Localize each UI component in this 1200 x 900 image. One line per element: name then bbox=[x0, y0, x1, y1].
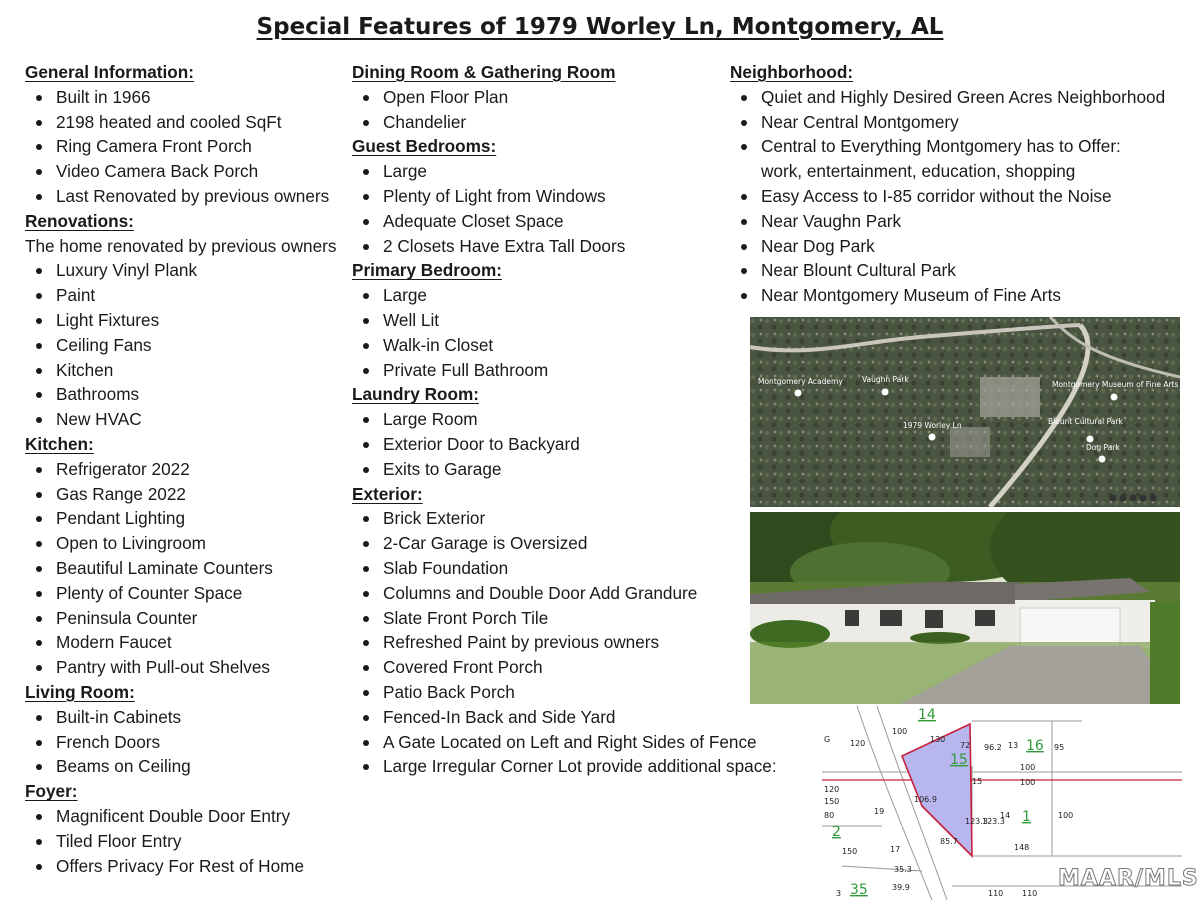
plat-label-106-9: 106.9 bbox=[914, 795, 937, 804]
features-column-1 bbox=[25, 60, 355, 878]
feature-bullet: Exits to Garage bbox=[352, 457, 802, 482]
feature-bullet: Central to Everything Montgomery has to Offer: bbox=[730, 134, 1190, 159]
section-heading: Laundry Room: bbox=[352, 384, 479, 405]
feature-bullet: Ceiling Fans bbox=[25, 333, 355, 358]
house-photo bbox=[750, 512, 1180, 704]
section-heading: Primary Bedroom: bbox=[352, 260, 502, 281]
feature-bullet: A Gate Located on Left and Right Sides of Fence bbox=[352, 730, 802, 755]
plat-label-15-small: 15 bbox=[972, 777, 983, 786]
feature-bullet: Patio Back Porch bbox=[352, 680, 802, 705]
plat-label-17: 17 bbox=[890, 845, 901, 854]
feature-bullet: Luxury Vinyl Plank bbox=[25, 258, 355, 283]
plat-label-120d: 100 bbox=[1058, 811, 1074, 820]
feature-bullet: Beautiful Laminate Counters bbox=[25, 556, 355, 581]
plat-label-39-9: 39.9 bbox=[892, 883, 910, 892]
plat-lot-14: 14 bbox=[918, 707, 936, 723]
page-title: Special Features of 1979 Worley Ln, Montgomery, AL bbox=[256, 14, 944, 40]
feature-bullet: Built-in Cabinets bbox=[25, 705, 355, 730]
feature-bullet: Kitchen bbox=[25, 358, 355, 383]
plat-label-35-3: 35.3 bbox=[894, 865, 912, 874]
feature-bullet: 2 Closets Have Extra Tall Doors bbox=[352, 234, 802, 259]
feature-bullet: Near Montgomery Museum of Fine Arts bbox=[730, 283, 1190, 308]
section-heading: Neighborhood: bbox=[730, 62, 854, 82]
plat-label-13: 13 bbox=[1008, 741, 1019, 750]
feature-bullet: Slab Foundation bbox=[352, 556, 802, 581]
section-heading: Dining Room & Gathering Room bbox=[352, 62, 616, 82]
plat-label-130: 130 bbox=[930, 735, 946, 744]
map-label-museum: Montgomery Museum of Fine Arts bbox=[1052, 380, 1179, 389]
feature-bullet: Refrigerator 2022 bbox=[25, 457, 355, 482]
feature-bullet: Chandelier bbox=[352, 110, 802, 135]
plat-label-50: 80 bbox=[824, 811, 835, 820]
plat-label-3: 3 bbox=[836, 889, 842, 898]
plat-lot-16: 16 bbox=[1026, 738, 1044, 754]
section-heading: Guest Bedrooms: bbox=[352, 136, 497, 157]
section-heading: General Information: bbox=[25, 62, 195, 82]
feature-bullet: Plenty of Light from Windows bbox=[352, 184, 802, 209]
plat-lot-1: 1 bbox=[1022, 809, 1031, 825]
plat-label-19: 110 bbox=[988, 889, 1004, 898]
plat-lot-35: 35 bbox=[850, 882, 868, 898]
feature-bullet: Large bbox=[352, 159, 802, 184]
section-heading: Kitchen: bbox=[25, 433, 94, 454]
feature-bullet: Near Dog Park bbox=[730, 234, 1190, 259]
feature-bullet: Peninsula Counter bbox=[25, 606, 355, 631]
section-heading: Renovations: bbox=[25, 210, 134, 231]
feature-bullet: Offers Privacy For Rest of Home bbox=[25, 854, 355, 879]
plat-label-150b: 150 bbox=[842, 847, 858, 856]
plat-label-148: 148 bbox=[1014, 843, 1030, 852]
section-heading: Living Room: bbox=[25, 681, 135, 702]
plat-label-14-small: 14 bbox=[1000, 811, 1011, 820]
feature-bullet: Brick Exterior bbox=[352, 506, 802, 531]
feature-bullet: Pantry with Pull-out Shelves bbox=[25, 655, 355, 680]
plat-label-120c: 100 bbox=[1020, 778, 1036, 787]
feature-bullet: Light Fixtures bbox=[25, 308, 355, 333]
map-label-vaughn-park: Vaughn Park bbox=[862, 375, 909, 384]
feature-text: The home renovated by previous owners bbox=[25, 235, 337, 256]
plat-label-110: 110 bbox=[1022, 889, 1038, 898]
plat-lot-2: 2 bbox=[832, 824, 841, 840]
feature-bullet-continuation: work, entertainment, education, shopping bbox=[761, 161, 1076, 182]
feature-bullet: Private Full Bathroom bbox=[352, 358, 802, 383]
feature-bullet: Gas Range 2022 bbox=[25, 482, 355, 507]
feature-bullet: Tiled Floor Entry bbox=[25, 829, 355, 854]
map-label-property: 1979 Worley Ln bbox=[903, 421, 962, 430]
feature-bullet: Open to Livingroom bbox=[25, 531, 355, 556]
feature-bullet: Easy Access to I-85 corridor without the Noise bbox=[730, 184, 1190, 209]
feature-bullet: Large Room bbox=[352, 407, 802, 432]
feature-bullet: Video Camera Back Porch bbox=[25, 159, 355, 184]
plat-label-96-2: 96.2 bbox=[984, 743, 1002, 752]
plat-lot-15: 15 bbox=[950, 752, 968, 768]
feature-bullet: Last Renovated by previous owners bbox=[25, 184, 355, 209]
plat-label-80: 120 bbox=[824, 785, 840, 794]
plat-label-85-7: 85.7 bbox=[940, 837, 958, 846]
section-heading: Exterior: bbox=[352, 483, 423, 504]
aerial-neighborhood-map bbox=[750, 317, 1180, 507]
feature-bullet: Walk-in Closet bbox=[352, 333, 802, 358]
mls-watermark: MAAR/MLS bbox=[1058, 866, 1199, 891]
feature-bullet: Covered Front Porch bbox=[352, 655, 802, 680]
feature-bullet: Bathrooms bbox=[25, 382, 355, 407]
plat-label-120b: 100 bbox=[1020, 763, 1036, 772]
map-label-dog-park: Dog Park bbox=[1086, 443, 1120, 452]
feature-bullet: New HVAC bbox=[25, 407, 355, 432]
feature-bullet: Quiet and Highly Desired Green Acres Neighborhood bbox=[730, 85, 1190, 110]
features-column-3 bbox=[730, 60, 1190, 308]
feature-bullet: Pendant Lighting bbox=[25, 506, 355, 531]
feature-bullet: Near Vaughn Park bbox=[730, 209, 1190, 234]
feature-bullet: Fenced-In Back and Side Yard bbox=[352, 705, 802, 730]
plat-label-100a: 100 bbox=[892, 727, 908, 736]
feature-bullet: Plenty of Counter Space bbox=[25, 581, 355, 606]
plat-label-g: G bbox=[824, 735, 831, 744]
feature-bullet: 2-Car Garage is Oversized bbox=[352, 531, 802, 556]
feature-bullet: Near Blount Cultural Park bbox=[730, 258, 1190, 283]
feature-bullet: Magnificent Double Door Entry bbox=[25, 804, 355, 829]
section-heading: Foyer: bbox=[25, 781, 78, 802]
feature-bullet: Ring Camera Front Porch bbox=[25, 134, 355, 159]
plat-label-72: 72 bbox=[960, 741, 971, 750]
feature-bullet: Paint bbox=[25, 283, 355, 308]
feature-bullet: Built in 1966 bbox=[25, 85, 355, 110]
map-label-academy: Montgomery Academy bbox=[758, 377, 843, 386]
plat-label-95: 95 bbox=[1054, 743, 1065, 752]
plat-label-123-3b: 123.3 bbox=[982, 817, 1005, 826]
feature-bullet: Well Lit bbox=[352, 308, 802, 333]
feature-bullet: French Doors bbox=[25, 730, 355, 755]
feature-bullet: Open Floor Plan bbox=[352, 85, 802, 110]
feature-bullet: Adequate Closet Space bbox=[352, 209, 802, 234]
feature-bullet: Large Irregular Corner Lot provide additional space: bbox=[352, 754, 802, 779]
feature-bullet: Slate Front Porch Tile bbox=[352, 606, 802, 631]
feature-bullet: 2198 heated and cooled SqFt bbox=[25, 110, 355, 135]
feature-bullet: Near Central Montgomery bbox=[730, 110, 1190, 135]
feature-bullet: Exterior Door to Backyard bbox=[352, 432, 802, 457]
plat-label-120a: 120 bbox=[850, 739, 866, 748]
map-label-blount-park: Blount Cultural Park bbox=[1048, 417, 1123, 426]
feature-bullet: Columns and Double Door Add Grandure bbox=[352, 581, 802, 606]
feature-bullet: Beams on Ceiling bbox=[25, 754, 355, 779]
feature-bullet: Refreshed Paint by previous owners bbox=[352, 630, 802, 655]
plat-label-100b: 19 bbox=[874, 807, 885, 816]
feature-bullet: Modern Faucet bbox=[25, 630, 355, 655]
plat-label-123-3a: 123.3 bbox=[965, 817, 988, 826]
feature-bullet: Large bbox=[352, 283, 802, 308]
plat-label-150: 150 bbox=[824, 797, 840, 806]
